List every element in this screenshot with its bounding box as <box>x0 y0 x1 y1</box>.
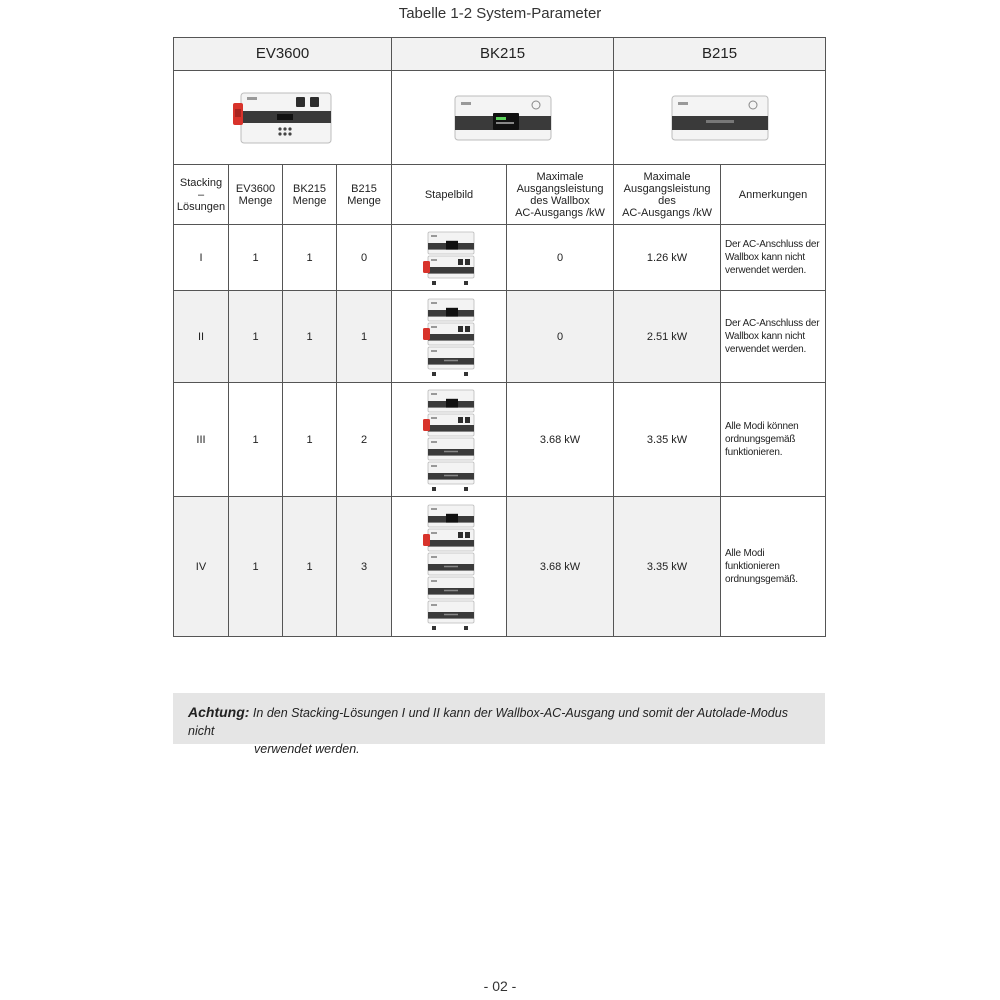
header-b215-qty <box>337 165 392 225</box>
cell-max-wallbox: 3.68 kW <box>507 497 614 637</box>
cell-b215-qty: 1 <box>337 291 392 383</box>
cell-note <box>721 383 826 497</box>
model-name-text: BK215 <box>480 45 526 62</box>
header-notes: Anmerkungen <box>721 165 826 225</box>
header-line: Ausgangsleistung <box>516 182 604 195</box>
cell-note <box>721 225 826 291</box>
ev3600-device-icon <box>174 89 391 147</box>
cell-max-wallbox: 0 <box>507 225 614 291</box>
note-line: ordnungsgemäß <box>725 434 796 445</box>
note-line: verwendet werden. <box>725 265 807 276</box>
cell-solution: III <box>174 383 229 497</box>
cell-b215-qty: 2 <box>337 383 392 497</box>
cell-max-ac: 1.26 kW <box>614 225 721 291</box>
cell-bk215-qty: 1 <box>283 291 337 383</box>
stack-image-icon <box>392 503 506 631</box>
cell-solution: I <box>174 225 229 291</box>
cell-ev3600-qty: 1 <box>229 225 283 291</box>
header-line: Ausgangsleistung <box>623 182 711 195</box>
note-line: Wallbox kann nicht <box>725 252 805 263</box>
header-line: Menge <box>347 194 381 207</box>
bk215-image-cell <box>392 71 614 165</box>
header-bk215-qty <box>283 165 337 225</box>
header-line: Lösungen <box>176 200 226 213</box>
cell-ev3600-qty: 1 <box>229 291 283 383</box>
header-stapelbild: Stapelbild <box>392 165 507 225</box>
cell-max-ac: 3.35 kW <box>614 497 721 637</box>
header-line: B215 <box>351 182 377 195</box>
cell-b215-qty: 0 <box>337 225 392 291</box>
cell-stapelbild <box>392 291 507 383</box>
note-line: funktionieren <box>725 561 780 572</box>
header-line: Stacking <box>179 176 223 189</box>
header-ev3600-qty <box>229 165 283 225</box>
note-line: verwendet werden. <box>725 344 807 355</box>
cell-ev3600-qty: 1 <box>229 497 283 637</box>
header-line: Maximale <box>536 170 584 183</box>
note-line: Wallbox kann nicht <box>725 331 805 342</box>
cell-stapelbild <box>392 383 507 497</box>
b215-device-icon <box>614 94 825 142</box>
header-max-ac <box>614 165 721 225</box>
table-row <box>174 225 826 291</box>
stack-image-icon <box>392 297 506 377</box>
notice-box <box>173 693 825 756</box>
cell-b215-qty: 3 <box>337 497 392 637</box>
model-name-text: EV3600 <box>255 45 310 62</box>
cell-note <box>721 497 826 637</box>
model-header-row <box>174 38 826 71</box>
header-line: des <box>658 194 676 207</box>
cell-ev3600-qty: 1 <box>229 383 283 497</box>
notice-text-line-1: In den Stacking-Lösungen I und II kann der Wallbox-AC-Ausgang und somit der Autolade-Modus nicht <box>188 706 788 738</box>
cell-max-ac: 3.35 kW <box>614 383 721 497</box>
header-max-wallbox <box>507 165 614 225</box>
model-name-ev3600 <box>174 38 392 71</box>
model-name-b215 <box>614 38 826 71</box>
b215-image-cell <box>614 71 826 165</box>
table-title: Tabelle 1-2 System-Parameter <box>398 5 602 22</box>
header-line: – <box>197 188 205 201</box>
stack-image-icon <box>392 388 506 492</box>
header-line: AC-Ausgangs /kW <box>622 206 712 219</box>
header-stacking <box>174 165 229 225</box>
header-line: BK215 <box>292 182 327 195</box>
cell-solution: II <box>174 291 229 383</box>
note-line: Der AC-Anschluss der <box>725 239 820 250</box>
model-name-text: B215 <box>702 45 738 62</box>
header-line: des Wallbox <box>530 194 590 207</box>
header-line: AC-Ausgangs /kW <box>515 206 605 219</box>
cell-stapelbild <box>392 497 507 637</box>
cell-stapelbild <box>392 225 507 291</box>
page-number: - 02 - <box>483 978 517 994</box>
header-line: EV3600 <box>235 182 276 195</box>
note-line: Alle Modi können <box>725 421 799 432</box>
note-line: ordnungsgemäß. <box>725 574 798 585</box>
notice-text-line-2: verwendet werden. <box>254 742 360 756</box>
cell-bk215-qty: 1 <box>283 383 337 497</box>
cell-max-ac: 2.51 kW <box>614 291 721 383</box>
stack-image-icon <box>392 230 506 286</box>
cell-bk215-qty: 1 <box>283 497 337 637</box>
header-line: Menge <box>292 194 327 207</box>
model-name-bk215 <box>392 38 614 71</box>
cell-solution: IV <box>174 497 229 637</box>
table-row <box>174 383 826 497</box>
cell-max-wallbox: 0 <box>507 291 614 383</box>
note-line: Alle Modi <box>725 548 765 559</box>
column-header-row <box>174 165 826 225</box>
header-line: Maximale <box>643 170 691 183</box>
model-image-row <box>174 71 826 165</box>
cell-max-wallbox: 3.68 kW <box>507 383 614 497</box>
cell-bk215-qty: 1 <box>283 225 337 291</box>
note-line: Der AC-Anschluss der <box>725 318 820 329</box>
system-parameter-table <box>173 37 826 637</box>
header-line: Menge <box>238 194 273 207</box>
table-row <box>174 497 826 637</box>
note-line: funktionieren. <box>725 447 783 458</box>
bk215-device-icon <box>392 94 613 142</box>
ev3600-image-cell <box>174 71 392 165</box>
notice-lead: Achtung: <box>188 704 250 720</box>
cell-note <box>721 291 826 383</box>
table-row <box>174 291 826 383</box>
